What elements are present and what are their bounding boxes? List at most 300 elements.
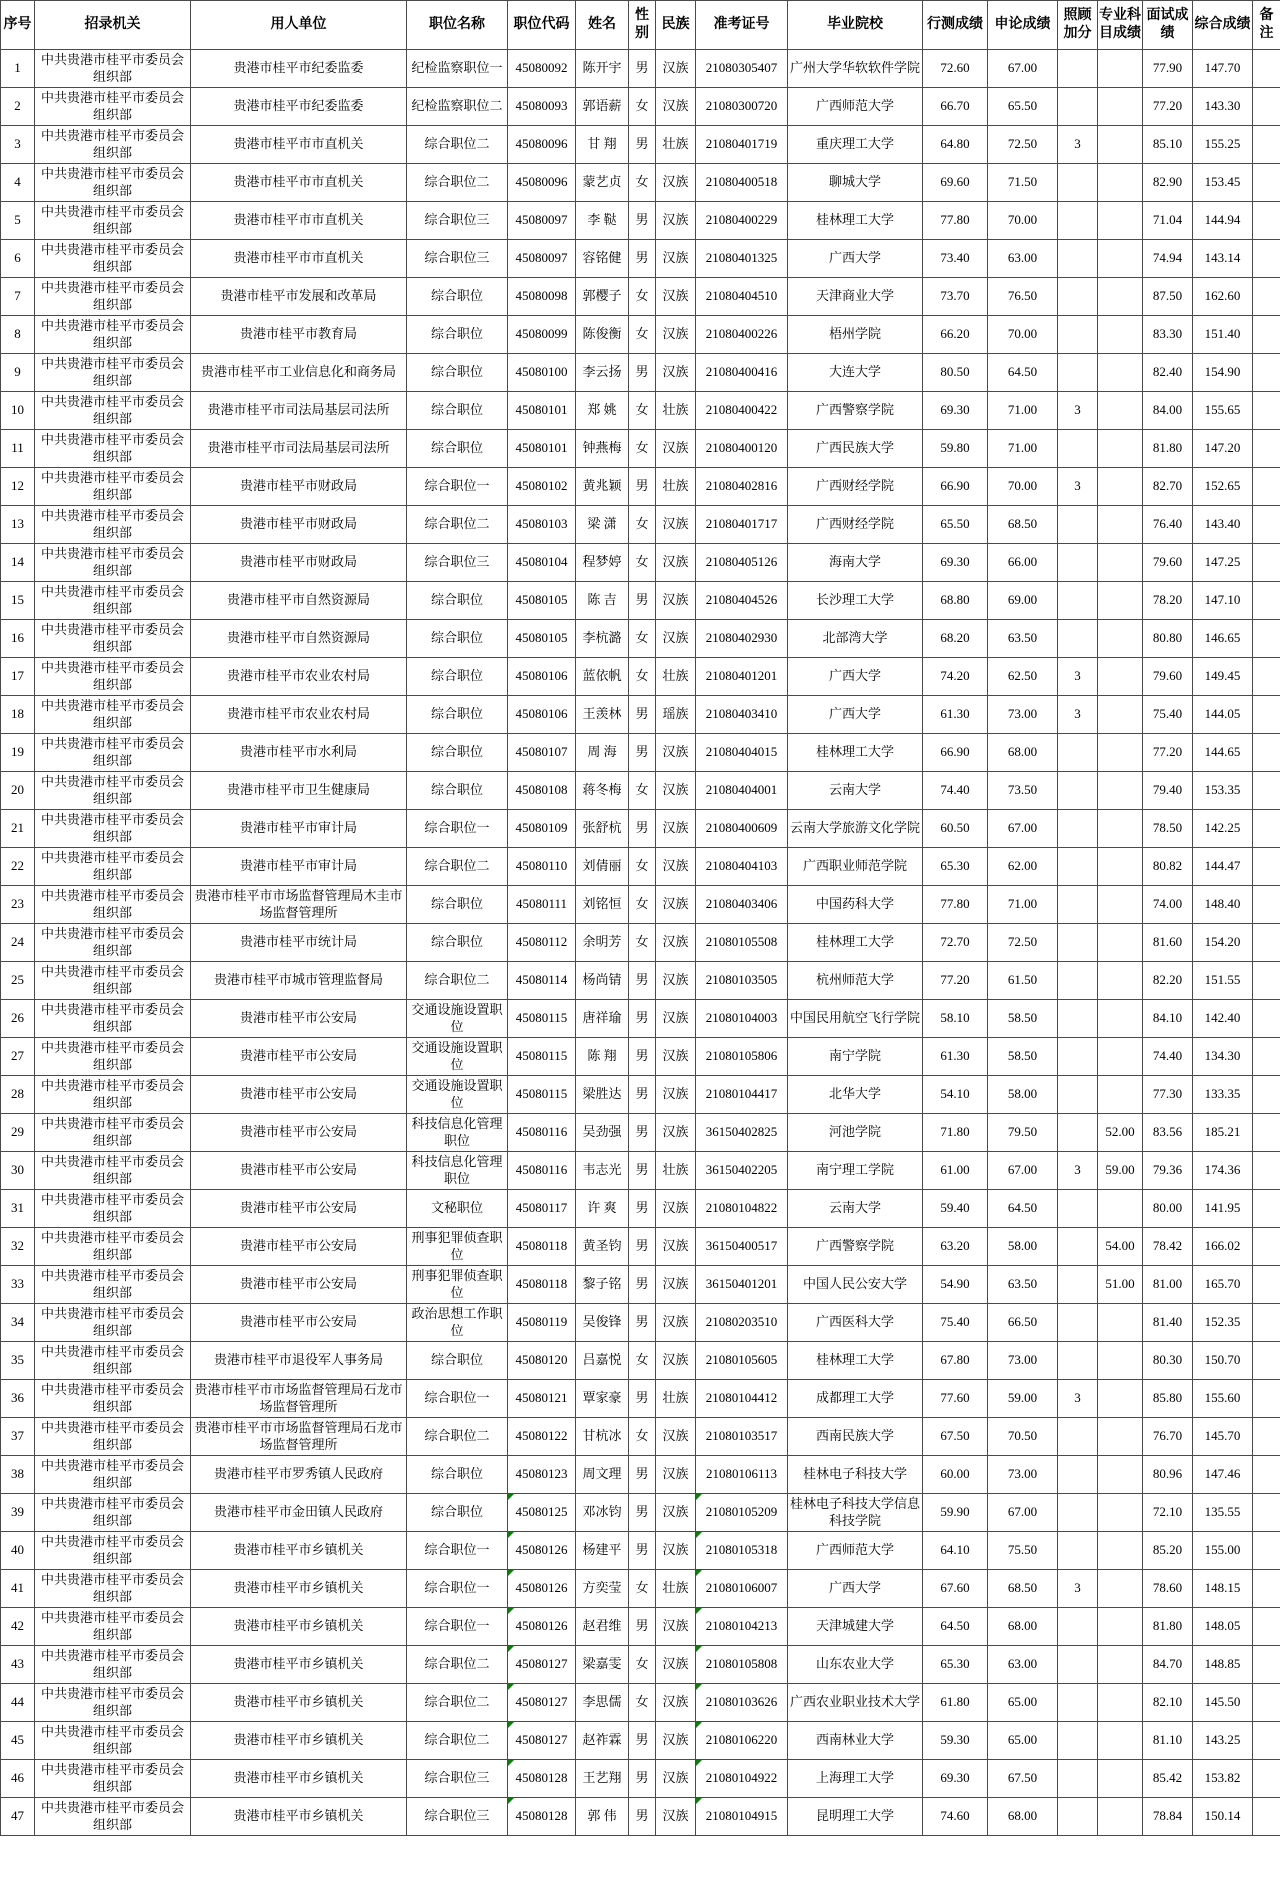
cell-aptitude-score: 77.60 [923, 1380, 988, 1418]
table-row [1, 316, 1280, 354]
cell-aptitude-score: 61.30 [923, 696, 988, 734]
cell-name: 吴劲强 [576, 1114, 629, 1152]
cell-employer: 贵港市桂平市公安局 [191, 1000, 407, 1038]
cell-position-code: 45080127 [508, 1684, 576, 1722]
cell-position-name: 交通设施设置职位 [407, 1038, 508, 1076]
cell-professional-subject-score [1098, 658, 1143, 696]
cell-professional-subject-score [1098, 772, 1143, 810]
cell-employer: 贵港市桂平市自然资源局 [191, 620, 407, 658]
cell-gender: 男 [629, 696, 656, 734]
table-row [1, 1608, 1280, 1646]
cell-employer: 贵港市桂平市工业信息化和商务局 [191, 354, 407, 392]
cell-gender: 女 [629, 278, 656, 316]
cell-interview-score: 74.94 [1143, 240, 1193, 278]
cell-name: 梁嘉雯 [576, 1646, 629, 1684]
cell-employer: 贵港市桂平市卫生健康局 [191, 772, 407, 810]
cell-position-name: 综合职位二 [407, 848, 508, 886]
table-row [1, 50, 1280, 88]
cell-graduation-school: 广西警察学院 [788, 392, 923, 430]
cell-professional-subject-score: 54.00 [1098, 1228, 1143, 1266]
cell-essay-score: 69.00 [988, 582, 1058, 620]
cell-ethnicity: 汉族 [656, 240, 696, 278]
cell-interview-score: 78.84 [1143, 1798, 1193, 1836]
cell-recruiting-agency: 中共贵港市桂平市委员会组织部 [35, 1532, 191, 1570]
cell-aptitude-score: 59.40 [923, 1190, 988, 1228]
cell-gender: 女 [629, 88, 656, 126]
cell-row-number: 7 [1, 278, 35, 316]
table-row [1, 1722, 1280, 1760]
cell-essay-score: 65.00 [988, 1684, 1058, 1722]
cell-position-name: 综合职位二 [407, 1684, 508, 1722]
cell-aptitude-score: 69.60 [923, 164, 988, 202]
column-header: 专业科目成绩 [1098, 1, 1143, 50]
cell-recruiting-agency: 中共贵港市桂平市委员会组织部 [35, 848, 191, 886]
cell-ethnicity: 汉族 [656, 1418, 696, 1456]
cell-row-number: 44 [1, 1684, 35, 1722]
cell-ethnicity: 汉族 [656, 430, 696, 468]
column-header: 招录机关 [35, 1, 191, 50]
cell-graduation-school: 杭州师范大学 [788, 962, 923, 1000]
cell-gender: 男 [629, 1532, 656, 1570]
cell-essay-score: 71.50 [988, 164, 1058, 202]
cell-graduation-school: 天津商业大学 [788, 278, 923, 316]
cell-aptitude-score: 67.50 [923, 1418, 988, 1456]
cell-graduation-school: 广西医科大学 [788, 1304, 923, 1342]
cell-aptitude-score: 54.90 [923, 1266, 988, 1304]
cell-essay-score: 73.00 [988, 1456, 1058, 1494]
cell-aptitude-score: 74.60 [923, 1798, 988, 1836]
column-header: 姓名 [576, 1, 629, 50]
cell-professional-subject-score [1098, 1798, 1143, 1836]
cell-gender: 男 [629, 1380, 656, 1418]
cell-aptitude-score: 67.60 [923, 1570, 988, 1608]
cell-bonus-points [1058, 1532, 1098, 1570]
cell-position-name: 综合职位 [407, 1494, 508, 1532]
cell-exam-ticket-number: 21080104915 [696, 1798, 788, 1836]
cell-interview-score: 83.30 [1143, 316, 1193, 354]
cell-bonus-points [1058, 1646, 1098, 1684]
cell-row-number: 20 [1, 772, 35, 810]
cell-row-number: 19 [1, 734, 35, 772]
cell-position-code: 45080097 [508, 240, 576, 278]
cell-professional-subject-score [1098, 506, 1143, 544]
cell-employer: 贵港市桂平市罗秀镇人民政府 [191, 1456, 407, 1494]
cell-position-code: 45080101 [508, 392, 576, 430]
cell-exam-ticket-number: 21080404001 [696, 772, 788, 810]
cell-professional-subject-score [1098, 468, 1143, 506]
cell-position-code: 45080096 [508, 126, 576, 164]
cell-essay-score: 64.50 [988, 1190, 1058, 1228]
cell-interview-score: 78.60 [1143, 1570, 1193, 1608]
cell-recruiting-agency: 中共贵港市桂平市委员会组织部 [35, 1380, 191, 1418]
cell-essay-score: 65.50 [988, 88, 1058, 126]
cell-aptitude-score: 61.00 [923, 1152, 988, 1190]
cell-bonus-points [1058, 582, 1098, 620]
cell-position-name: 综合职位 [407, 1342, 508, 1380]
cell-aptitude-score: 61.30 [923, 1038, 988, 1076]
cell-interview-score: 79.60 [1143, 658, 1193, 696]
cell-graduation-school: 中国人民公安大学 [788, 1266, 923, 1304]
cell-recruiting-agency: 中共贵港市桂平市委员会组织部 [35, 696, 191, 734]
cell-employer: 贵港市桂平市公安局 [191, 1228, 407, 1266]
cell-exam-ticket-number: 21080203510 [696, 1304, 788, 1342]
cell-employer: 贵港市桂平市纪委监委 [191, 88, 407, 126]
cell-essay-score: 63.50 [988, 1266, 1058, 1304]
cell-professional-subject-score [1098, 1646, 1143, 1684]
cell-employer: 贵港市桂平市财政局 [191, 506, 407, 544]
cell-interview-score: 84.70 [1143, 1646, 1193, 1684]
table-row [1, 620, 1280, 658]
cell-gender: 男 [629, 1000, 656, 1038]
cell-graduation-school: 广西师范大学 [788, 88, 923, 126]
cell-bonus-points [1058, 354, 1098, 392]
cell-remark [1253, 1570, 1280, 1608]
table-row [1, 924, 1280, 962]
cell-employer: 贵港市桂平市纪委监委 [191, 50, 407, 88]
cell-aptitude-score: 64.80 [923, 126, 988, 164]
cell-comprehensive-score: 152.35 [1193, 1304, 1253, 1342]
cell-interview-score: 82.20 [1143, 962, 1193, 1000]
cell-aptitude-score: 54.10 [923, 1076, 988, 1114]
cell-professional-subject-score [1098, 810, 1143, 848]
cell-aptitude-score: 66.90 [923, 468, 988, 506]
cell-position-code: 45080096 [508, 164, 576, 202]
cell-name: 陈 翔 [576, 1038, 629, 1076]
cell-ethnicity: 汉族 [656, 772, 696, 810]
cell-position-code: 45080102 [508, 468, 576, 506]
cell-name: 李杭潞 [576, 620, 629, 658]
cell-name: 许 爽 [576, 1190, 629, 1228]
cell-remark [1253, 1190, 1280, 1228]
cell-recruiting-agency: 中共贵港市桂平市委员会组织部 [35, 582, 191, 620]
cell-recruiting-agency: 中共贵港市桂平市委员会组织部 [35, 126, 191, 164]
cell-position-code: 45080115 [508, 1000, 576, 1038]
table-row [1, 810, 1280, 848]
cell-position-name: 综合职位一 [407, 1570, 508, 1608]
cell-exam-ticket-number: 36150401201 [696, 1266, 788, 1304]
cell-gender: 男 [629, 1266, 656, 1304]
cell-remark [1253, 1418, 1280, 1456]
cell-position-name: 综合职位 [407, 430, 508, 468]
cell-interview-score: 81.60 [1143, 924, 1193, 962]
cell-essay-score: 63.50 [988, 620, 1058, 658]
cell-remark [1253, 164, 1280, 202]
cell-row-number: 33 [1, 1266, 35, 1304]
cell-bonus-points [1058, 620, 1098, 658]
cell-employer: 贵港市桂平市乡镇机关 [191, 1646, 407, 1684]
column-header: 序号 [1, 1, 35, 50]
cell-employer: 贵港市桂平市退役军人事务局 [191, 1342, 407, 1380]
cell-name: 梁 潇 [576, 506, 629, 544]
cell-recruiting-agency: 中共贵港市桂平市委员会组织部 [35, 278, 191, 316]
column-header: 职位名称 [407, 1, 508, 50]
cell-ethnicity: 汉族 [656, 810, 696, 848]
cell-professional-subject-score [1098, 582, 1143, 620]
cell-recruiting-agency: 中共贵港市桂平市委员会组织部 [35, 772, 191, 810]
cell-aptitude-score: 77.20 [923, 962, 988, 1000]
cell-comprehensive-score: 144.65 [1193, 734, 1253, 772]
cell-aptitude-score: 80.50 [923, 354, 988, 392]
cell-employer: 贵港市桂平市司法局基层司法所 [191, 430, 407, 468]
cell-gender: 女 [629, 1570, 656, 1608]
cell-remark [1253, 696, 1280, 734]
cell-employer: 贵港市桂平市市直机关 [191, 126, 407, 164]
cell-essay-score: 76.50 [988, 278, 1058, 316]
cell-position-name: 综合职位 [407, 924, 508, 962]
cell-comprehensive-score: 155.60 [1193, 1380, 1253, 1418]
table-row [1, 1418, 1280, 1456]
cell-name: 吴俊锋 [576, 1304, 629, 1342]
cell-recruiting-agency: 中共贵港市桂平市委员会组织部 [35, 1228, 191, 1266]
cell-professional-subject-score [1098, 1570, 1143, 1608]
cell-position-name: 综合职位一 [407, 468, 508, 506]
cell-professional-subject-score [1098, 126, 1143, 164]
cell-position-name: 交通设施设置职位 [407, 1000, 508, 1038]
cell-aptitude-score: 58.10 [923, 1000, 988, 1038]
cell-professional-subject-score [1098, 316, 1143, 354]
cell-position-code: 45080122 [508, 1418, 576, 1456]
cell-position-code: 45080126 [508, 1570, 576, 1608]
cell-bonus-points [1058, 1228, 1098, 1266]
cell-comprehensive-score: 153.35 [1193, 772, 1253, 810]
cell-remark [1253, 354, 1280, 392]
cell-gender: 女 [629, 886, 656, 924]
cell-position-name: 综合职位一 [407, 810, 508, 848]
cell-employer: 贵港市桂平市公安局 [191, 1304, 407, 1342]
cell-bonus-points [1058, 1076, 1098, 1114]
cell-ethnicity: 汉族 [656, 50, 696, 88]
cell-row-number: 22 [1, 848, 35, 886]
table-row [1, 1760, 1280, 1798]
cell-comprehensive-score: 185.21 [1193, 1114, 1253, 1152]
cell-position-code: 45080126 [508, 1608, 576, 1646]
cell-recruiting-agency: 中共贵港市桂平市委员会组织部 [35, 164, 191, 202]
cell-employer: 贵港市桂平市水利局 [191, 734, 407, 772]
cell-recruiting-agency: 中共贵港市桂平市委员会组织部 [35, 1114, 191, 1152]
cell-exam-ticket-number: 21080402816 [696, 468, 788, 506]
cell-essay-score: 73.50 [988, 772, 1058, 810]
cell-graduation-school: 广西大学 [788, 696, 923, 734]
cell-position-code: 45080097 [508, 202, 576, 240]
table-row [1, 278, 1280, 316]
cell-position-code: 45080106 [508, 658, 576, 696]
cell-remark [1253, 278, 1280, 316]
cell-graduation-school: 南宁学院 [788, 1038, 923, 1076]
cell-comprehensive-score: 151.40 [1193, 316, 1253, 354]
cell-ethnicity: 汉族 [656, 1722, 696, 1760]
cell-ethnicity: 汉族 [656, 278, 696, 316]
cell-aptitude-score: 72.60 [923, 50, 988, 88]
cell-professional-subject-score: 52.00 [1098, 1114, 1143, 1152]
cell-professional-subject-score [1098, 1684, 1143, 1722]
cell-employer: 贵港市桂平市公安局 [191, 1152, 407, 1190]
table-row [1, 1684, 1280, 1722]
cell-exam-ticket-number: 21080402930 [696, 620, 788, 658]
cell-row-number: 26 [1, 1000, 35, 1038]
cell-exam-ticket-number: 21080104003 [696, 1000, 788, 1038]
cell-professional-subject-score [1098, 1000, 1143, 1038]
cell-interview-score: 78.50 [1143, 810, 1193, 848]
cell-ethnicity: 汉族 [656, 1228, 696, 1266]
cell-graduation-school: 广西大学 [788, 240, 923, 278]
cell-interview-score: 76.40 [1143, 506, 1193, 544]
cell-position-code: 45080106 [508, 696, 576, 734]
cell-exam-ticket-number: 21080104922 [696, 1760, 788, 1798]
cell-gender: 男 [629, 1722, 656, 1760]
table-row [1, 126, 1280, 164]
cell-remark [1253, 582, 1280, 620]
table-row [1, 164, 1280, 202]
cell-position-name: 政治思想工作职位 [407, 1304, 508, 1342]
cell-essay-score: 68.00 [988, 734, 1058, 772]
cell-row-number: 42 [1, 1608, 35, 1646]
cell-interview-score: 80.96 [1143, 1456, 1193, 1494]
cell-gender: 男 [629, 240, 656, 278]
cell-position-code: 45080123 [508, 1456, 576, 1494]
cell-ethnicity: 汉族 [656, 1076, 696, 1114]
cell-aptitude-score: 66.90 [923, 734, 988, 772]
cell-employer: 贵港市桂平市财政局 [191, 468, 407, 506]
cell-remark [1253, 1532, 1280, 1570]
header-row [1, 1, 1280, 50]
cell-ethnicity: 汉族 [656, 354, 696, 392]
table-header [1, 1, 1280, 50]
cell-exam-ticket-number: 21080104822 [696, 1190, 788, 1228]
cell-exam-ticket-number: 21080105318 [696, 1532, 788, 1570]
cell-bonus-points [1058, 1494, 1098, 1532]
cell-interview-score: 84.10 [1143, 1000, 1193, 1038]
cell-remark [1253, 1646, 1280, 1684]
cell-remark [1253, 202, 1280, 240]
cell-comprehensive-score: 144.47 [1193, 848, 1253, 886]
cell-position-code: 45080118 [508, 1266, 576, 1304]
cell-gender: 男 [629, 1456, 656, 1494]
cell-exam-ticket-number: 21080404526 [696, 582, 788, 620]
cell-position-code: 45080116 [508, 1114, 576, 1152]
cell-position-name: 综合职位 [407, 582, 508, 620]
cell-graduation-school: 梧州学院 [788, 316, 923, 354]
cell-name: 王艺翔 [576, 1760, 629, 1798]
cell-exam-ticket-number: 21080103626 [696, 1684, 788, 1722]
cell-exam-ticket-number: 21080104417 [696, 1076, 788, 1114]
cell-bonus-points [1058, 88, 1098, 126]
cell-name: 刘铭恒 [576, 886, 629, 924]
cell-essay-score: 66.50 [988, 1304, 1058, 1342]
cell-ethnicity: 汉族 [656, 1266, 696, 1304]
cell-recruiting-agency: 中共贵港市桂平市委员会组织部 [35, 734, 191, 772]
cell-row-number: 34 [1, 1304, 35, 1342]
cell-remark [1253, 658, 1280, 696]
cell-employer: 贵港市桂平市市直机关 [191, 202, 407, 240]
cell-name: 赵君维 [576, 1608, 629, 1646]
cell-gender: 女 [629, 1684, 656, 1722]
cell-remark [1253, 1038, 1280, 1076]
cell-comprehensive-score: 142.25 [1193, 810, 1253, 848]
cell-interview-score: 79.60 [1143, 544, 1193, 582]
cell-name: 郭 伟 [576, 1798, 629, 1836]
cell-professional-subject-score [1098, 924, 1143, 962]
cell-employer: 贵港市桂平市市直机关 [191, 164, 407, 202]
cell-graduation-school: 广西师范大学 [788, 1532, 923, 1570]
cell-ethnicity: 汉族 [656, 1684, 696, 1722]
cell-name: 余明芳 [576, 924, 629, 962]
cell-row-number: 2 [1, 88, 35, 126]
cell-comprehensive-score: 151.55 [1193, 962, 1253, 1000]
cell-position-code: 45080119 [508, 1304, 576, 1342]
cell-remark [1253, 1152, 1280, 1190]
cell-comprehensive-score: 145.70 [1193, 1418, 1253, 1456]
cell-position-code: 45080112 [508, 924, 576, 962]
cell-remark [1253, 1608, 1280, 1646]
cell-interview-score: 82.90 [1143, 164, 1193, 202]
cell-name: 程梦婷 [576, 544, 629, 582]
cell-interview-score: 79.36 [1143, 1152, 1193, 1190]
cell-bonus-points [1058, 886, 1098, 924]
cell-bonus-points: 3 [1058, 1380, 1098, 1418]
cell-graduation-school: 昆明理工大学 [788, 1798, 923, 1836]
cell-interview-score: 75.40 [1143, 696, 1193, 734]
cell-gender: 女 [629, 164, 656, 202]
cell-remark [1253, 126, 1280, 164]
cell-recruiting-agency: 中共贵港市桂平市委员会组织部 [35, 1266, 191, 1304]
cell-graduation-school: 云南大学 [788, 772, 923, 810]
cell-professional-subject-score: 51.00 [1098, 1266, 1143, 1304]
cell-exam-ticket-number: 21080401325 [696, 240, 788, 278]
cell-exam-ticket-number: 21080401201 [696, 658, 788, 696]
cell-position-code: 45080127 [508, 1646, 576, 1684]
cell-position-code: 45080092 [508, 50, 576, 88]
cell-name: 黄兆颖 [576, 468, 629, 506]
table-row [1, 962, 1280, 1000]
cell-position-name: 综合职位二 [407, 1646, 508, 1684]
cell-essay-score: 58.50 [988, 1000, 1058, 1038]
cell-name: 陈 吉 [576, 582, 629, 620]
cell-interview-score: 80.82 [1143, 848, 1193, 886]
cell-comprehensive-score: 147.20 [1193, 430, 1253, 468]
cell-row-number: 15 [1, 582, 35, 620]
cell-employer: 贵港市桂平市公安局 [191, 1190, 407, 1228]
cell-aptitude-score: 63.20 [923, 1228, 988, 1266]
cell-comprehensive-score: 147.46 [1193, 1456, 1253, 1494]
cell-comprehensive-score: 148.15 [1193, 1570, 1253, 1608]
cell-exam-ticket-number: 21080105605 [696, 1342, 788, 1380]
cell-graduation-school: 西南民族大学 [788, 1418, 923, 1456]
cell-name: 邓冰钧 [576, 1494, 629, 1532]
cell-position-code: 45080128 [508, 1798, 576, 1836]
cell-employer: 贵港市桂平市乡镇机关 [191, 1684, 407, 1722]
column-header: 照顾加分 [1058, 1, 1098, 50]
column-header: 准考证号 [696, 1, 788, 50]
cell-exam-ticket-number: 21080400416 [696, 354, 788, 392]
cell-essay-score: 66.00 [988, 544, 1058, 582]
cell-essay-score: 70.50 [988, 1418, 1058, 1456]
cell-aptitude-score: 61.80 [923, 1684, 988, 1722]
cell-remark [1253, 392, 1280, 430]
table-row [1, 1266, 1280, 1304]
cell-position-code: 45080116 [508, 1152, 576, 1190]
cell-position-code: 45080114 [508, 962, 576, 1000]
cell-employer: 贵港市桂平市公安局 [191, 1266, 407, 1304]
table-row [1, 1000, 1280, 1038]
cell-comprehensive-score: 155.00 [1193, 1532, 1253, 1570]
cell-bonus-points [1058, 1798, 1098, 1836]
cell-name: 刘倩丽 [576, 848, 629, 886]
cell-essay-score: 70.00 [988, 202, 1058, 240]
cell-position-code: 45080107 [508, 734, 576, 772]
cell-gender: 男 [629, 734, 656, 772]
cell-exam-ticket-number: 21080400229 [696, 202, 788, 240]
cell-position-name: 综合职位三 [407, 544, 508, 582]
